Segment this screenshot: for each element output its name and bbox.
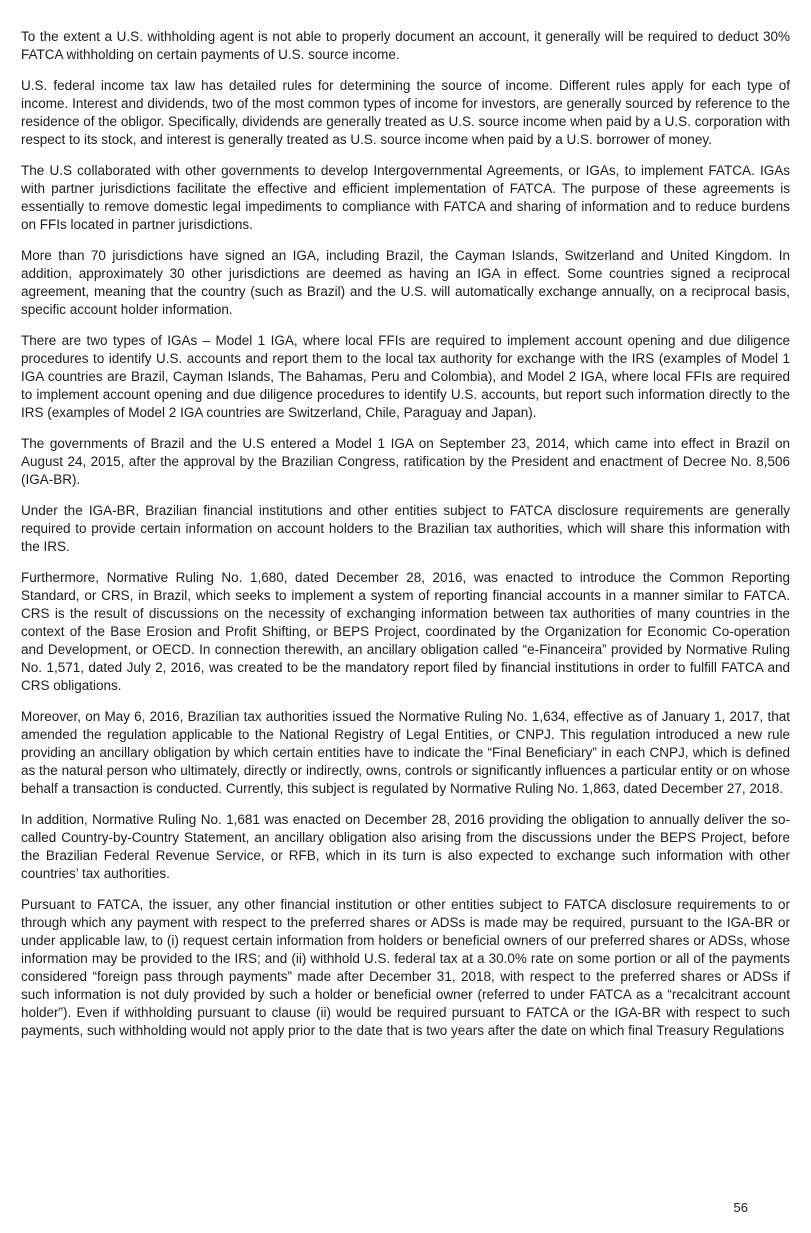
- paragraph-brazil-us-model1-iga: The governments of Brazil and the U.S entered a Model 1 IGA on September 23, 2014, which came into effect in Brazil on August 24, 2015, after the approval by the Brazilian Congress, ratification by the President and enactment of Decree No. 8,506 (IGA-BR).: [21, 436, 790, 487]
- page-number: 56: [733, 1200, 748, 1215]
- paragraph-cnpj-normative-ruling-1634: Moreover, on May 6, 2016, Brazilian tax authorities issued the Normative Ruling No. 1,634, effective as of January 1, 2017, that amended the regulation applicable to the National Registry of Legal Entities, or CNPJ. This regulation introduced a new rule providing an ancillary obligation by which certain entities have to indicate the “Final Beneficiary” in each CNPJ, which is defined as the natural person who ultimately, directly or indirectly, owns, controls or significantly influences a particular entity or on whose behalf a transaction is conducted. Currently, this subject is regulated by Normative Ruling No. 1,863, dated December 27, 2018.: [21, 709, 790, 796]
- paragraph-iga-br-disclosure: Under the IGA-BR, Brazilian financial institutions and other entities subject to FATCA disclosure requirements are generally required to provide certain information on account holders to the Brazilian tax authorities, which will share this information with the IRS.: [21, 503, 790, 554]
- paragraph-country-by-country-statement: In addition, Normative Ruling No. 1,681 was enacted on December 28, 2016 providing the obligation to annually deliver the so-called Country-by-Country Statement, an ancillary obligation also arising from the discussions under the BEPS Project, before the Brazilian Federal Revenue Service, or RFB, which in its turn is also expected to exchange such information with other countries’ tax authorities.: [21, 812, 790, 881]
- paragraph-fatca-pursuant-withholding: Pursuant to FATCA, the issuer, any other financial institution or other entities subject to FATCA disclosure requirements to or through which any payment with respect to the preferred shares or ADSs is made may be required, pursuant to the IGA-BR or under applicable law, to (i) request certain information from holders or beneficial owners of our preferred shares or ADSs, whose information may be provided to the IRS; and (ii) withhold U.S. federal tax at a 30.0% rate on some portion or all of the payments considered “foreign pass through payments” made after December 31, 2018, with respect to the preferred shares or ADSs if such information is not duly provided by such a holder or beneficial owner (referred to under FATCA as a “recalcitrant account holder”). Even if withholding pursuant to clause (ii) would be required pursuant to FATCA or the IGA-BR with respect to such payments, such withholding would not apply prior to the date that is two years after the date on which final Treasury Regulations: [21, 897, 790, 1038]
- paragraph-jurisdictions-signed: More than 70 jurisdictions have signed an IGA, including Brazil, the Cayman Islands, Switzerland and United Kingdom. In addition, approximately 30 other jurisdictions are deemed as having an IGA in effect. Some countries signed a reciprocal agreement, meaning that the country (such as Brazil) and the U.S. will automatically exchange annually, on a reciprocal basis, specific account holder information.: [21, 248, 790, 317]
- paragraph-source-of-income-rules: U.S. federal income tax law has detailed rules for determining the source of income. Different rules apply for each type of income. Interest and dividends, two of the most common types of income for investors, are generally sourced by reference to the residence of the obligor. Specifically, dividends are generally treated as U.S. source income when paid by a U.S. corporation with respect to its stock, and interest is generally treated as U.S. source income when paid by a U.S. borrower of money.: [21, 78, 790, 147]
- document-page: [21, 28, 790, 1053]
- paragraph-iga-types: There are two types of IGAs – Model 1 IGA, where local FFIs are required to implement account opening and due diligence procedures to identify U.S. accounts and report them to the local tax authority for exchange with the IRS (examples of Model 1 IGA countries are Brazil, Cayman Islands, The Bahamas, Peru and Colombia), and Model 2 IGA, where local FFIs are required to implement account opening and due diligence procedures to identify U.S. accounts, but report such information directly to the IRS (examples of Model 2 IGA countries are Switzerland, Chile, Paraguay and Japan).: [21, 333, 790, 420]
- paragraph-iga-development: The U.S collaborated with other governments to develop Intergovernmental Agreements, or IGAs, to implement FATCA. IGAs with partner jurisdictions facilitate the effective and efficient implementation of FATCA. The purpose of these agreements is essentially to remove domestic legal impediments to compliance with FATCA and sharing of information and to reduce burdens on FFIs located in partner jurisdictions.: [21, 163, 790, 232]
- paragraph-fatca-withholding: To the extent a U.S. withholding agent is not able to properly document an account, it generally will be required to deduct 30% FATCA withholding on certain payments of U.S. source income.: [21, 29, 790, 62]
- paragraph-crs-normative-ruling-1680: Furthermore, Normative Ruling No. 1,680, dated December 28, 2016, was enacted to introduce the Common Reporting Standard, or CRS, in Brazil, which seeks to implement a system of reporting financial accounts in a manner similar to FATCA. CRS is the result of discussions on the necessity of exchanging information between tax authorities of many countries in the context of the Base Erosion and Profit Shifting, or BEPS Project, coordinated by the Organization for Economic Co-operation and Development, or OECD. In connection therewith, an ancillary obligation called “e-Financeira” provided by Normative Ruling No. 1,571, dated July 2, 2016, was created to be the mandatory report filed by financial institutions in order to fulfill FATCA and CRS obligations.: [21, 570, 790, 693]
